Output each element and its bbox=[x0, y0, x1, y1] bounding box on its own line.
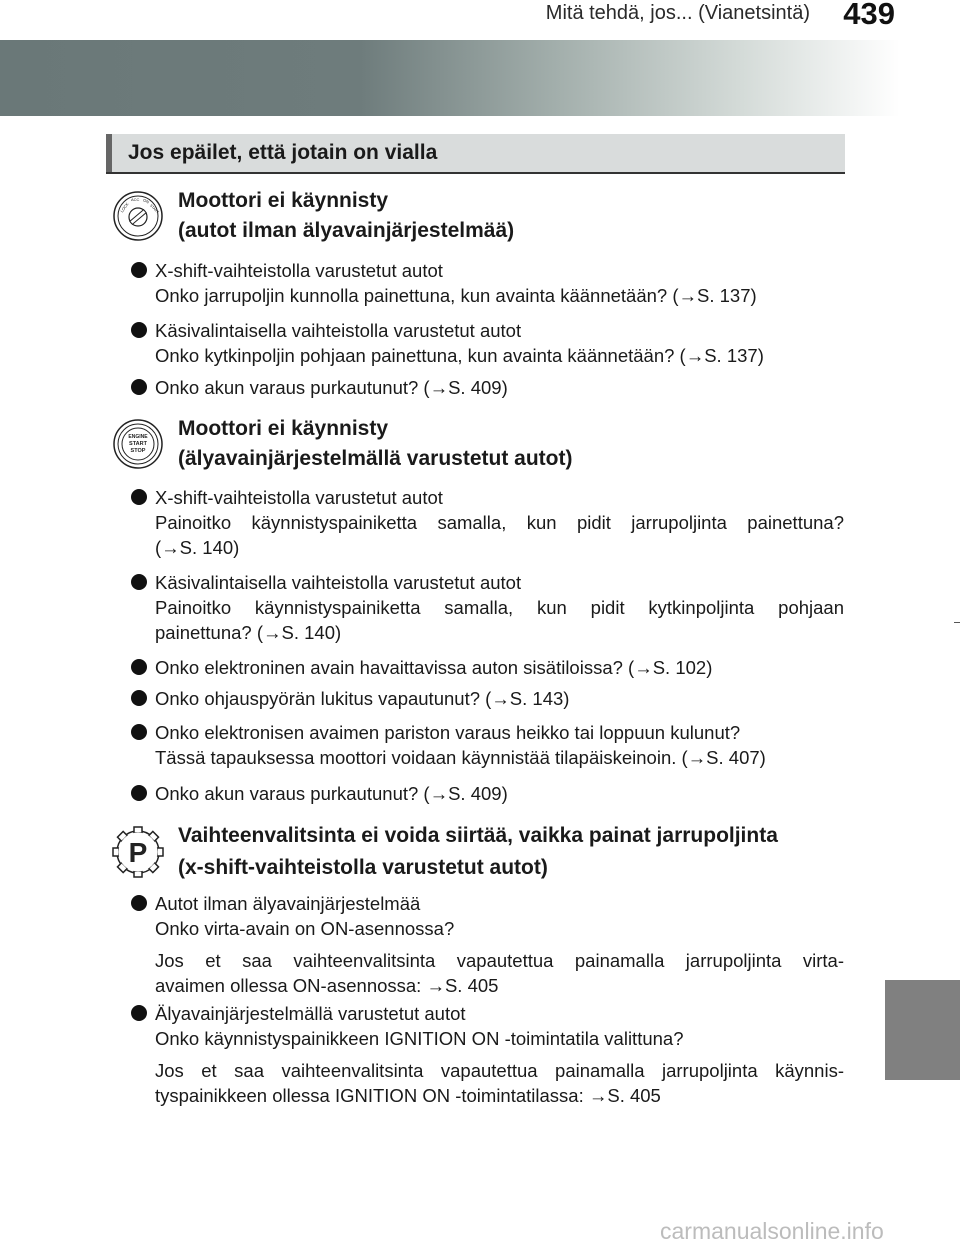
bullet-dot bbox=[131, 322, 147, 338]
subsection-heading bbox=[178, 414, 572, 474]
list-item bbox=[131, 375, 844, 400]
list-item bbox=[131, 258, 844, 308]
edge-mark bbox=[954, 622, 960, 623]
item-line: Älyavainjärjestelmällä varustetut autot bbox=[155, 1003, 466, 1024]
engine-button-label: ENGINE bbox=[128, 434, 148, 440]
section-header bbox=[106, 134, 845, 174]
header-band bbox=[0, 40, 900, 116]
list-item bbox=[131, 318, 844, 368]
ignition-key-icon bbox=[112, 190, 164, 242]
page-number: 439 bbox=[843, 0, 895, 31]
chapter-side-tab bbox=[885, 980, 960, 1080]
item-line: X-shift-vaihteistolla varustetut autot bbox=[155, 260, 443, 281]
bullet-dot bbox=[131, 895, 147, 911]
key-label-start: START bbox=[148, 203, 160, 215]
bullet-dot bbox=[131, 574, 147, 590]
bullet-dot bbox=[131, 785, 147, 801]
item-line: Onko akun varaus purkautunut? (→S. 409) bbox=[155, 783, 508, 804]
item-line: Onko elektronisen avaimen pariston varaus heikko tai loppuun kulunut? bbox=[155, 722, 741, 743]
list-item bbox=[131, 686, 844, 711]
item-line: Onko akun varaus purkautunut? (→S. 409) bbox=[155, 377, 508, 398]
list-item bbox=[131, 570, 844, 645]
heading-line: Moottori ei käynnisty bbox=[178, 417, 389, 440]
heading-line: (älyavainjärjestelmällä varustetut autot) bbox=[178, 447, 573, 470]
subsection-heading bbox=[178, 186, 514, 246]
item-line: Onko virta-avain on ON-asennossa? bbox=[155, 918, 455, 939]
list-item bbox=[131, 1001, 844, 1108]
engine-button-label: STOP bbox=[130, 448, 146, 454]
item-line: Onko ohjauspyörän lukitus vapautunut? (→S. 143) bbox=[155, 688, 570, 709]
key-label-acc: ACC bbox=[131, 197, 140, 202]
heading-line: Vaihteenvalitsinta ei voida siirtää, vaikka painat jarrupoljinta bbox=[178, 824, 778, 847]
item-line: (→S. 140) bbox=[155, 537, 240, 558]
bullet-dot bbox=[131, 659, 147, 675]
item-line: Onko jarrupoljin kunnolla painettuna, kun avainta käännetään? (→S. 137) bbox=[155, 285, 757, 306]
item-paragraph-line: avaimen ollessa ON-asennossa: →S. 405 bbox=[155, 975, 499, 996]
item-paragraph-line: Jos et saa vaihteenvalitsinta vapautettua painamalla jarrupoljinta virta- bbox=[155, 950, 844, 971]
item-line: Painoitko käynnistyspainiketta samalla, kun pidit kytkinpoljinta pohjaan bbox=[155, 597, 844, 618]
subsection-heading bbox=[178, 820, 778, 884]
page-header-title: Mitä tehdä, jos... (Vianetsintä) bbox=[545, 2, 810, 24]
list-item bbox=[131, 655, 844, 680]
item-paragraph-line: tyspainikkeen ollessa IGNITION ON -toimintatilassa: →S. 405 bbox=[155, 1085, 661, 1106]
bullet-dot bbox=[131, 489, 147, 505]
key-label-lock: LOCK bbox=[119, 201, 130, 214]
item-line: Käsivalintaisella vaihteistolla varustetut autot bbox=[155, 320, 522, 341]
heading-line: (autot ilman älyavainjärjestelmää) bbox=[178, 219, 515, 242]
list-item bbox=[131, 891, 844, 998]
item-line: Käsivalintaisella vaihteistolla varustetut autot bbox=[155, 572, 522, 593]
heading-line: Moottori ei käynnisty bbox=[178, 189, 389, 212]
item-line: painettuna? (→S. 140) bbox=[155, 622, 342, 643]
list-item bbox=[131, 720, 844, 770]
engine-button-label: START bbox=[129, 441, 147, 447]
section-accent bbox=[106, 134, 112, 172]
bullet-dot bbox=[131, 262, 147, 278]
list-item bbox=[131, 781, 844, 806]
p-gear-icon bbox=[112, 826, 164, 878]
key-label-on: ON bbox=[142, 197, 150, 205]
item-line: Onko käynnistyspainikkeen IGNITION ON -toimintatila valittuna? bbox=[155, 1028, 684, 1049]
item-line: Painoitko käynnistyspainiketta samalla, kun pidit jarrupoljinta painettuna? bbox=[155, 512, 844, 533]
bullet-dot bbox=[131, 690, 147, 706]
list-item bbox=[131, 485, 844, 560]
item-line: Autot ilman älyavainjärjestelmää bbox=[155, 893, 421, 914]
p-gear-label: P bbox=[128, 837, 148, 868]
item-line: Onko elektroninen avain havaittavissa auton sisätiloissa? (→S. 102) bbox=[155, 657, 713, 678]
bullet-dot bbox=[131, 1005, 147, 1021]
watermark: carmanualsonline.info bbox=[660, 1218, 884, 1244]
item-line: Tässä tapauksessa moottori voidaan käynnistää tilapäiskeinoin. (→S. 407) bbox=[155, 747, 766, 768]
item-line: Onko kytkinpoljin pohjaan painettuna, kun avainta käännetään? (→S. 137) bbox=[155, 345, 764, 366]
item-paragraph-line: Jos et saa vaihteenvalitsinta vapautettua painamalla jarrupoljinta käynnis- bbox=[155, 1060, 844, 1081]
item-line: X-shift-vaihteistolla varustetut autot bbox=[155, 487, 443, 508]
heading-line: (x-shift-vaihteistolla varustetut autot) bbox=[178, 856, 548, 879]
engine-start-stop-icon bbox=[112, 418, 164, 470]
section-title: Jos epäilet, että jotain on vialla bbox=[128, 141, 438, 164]
bullet-dot bbox=[131, 724, 147, 740]
bullet-dot bbox=[131, 379, 147, 395]
